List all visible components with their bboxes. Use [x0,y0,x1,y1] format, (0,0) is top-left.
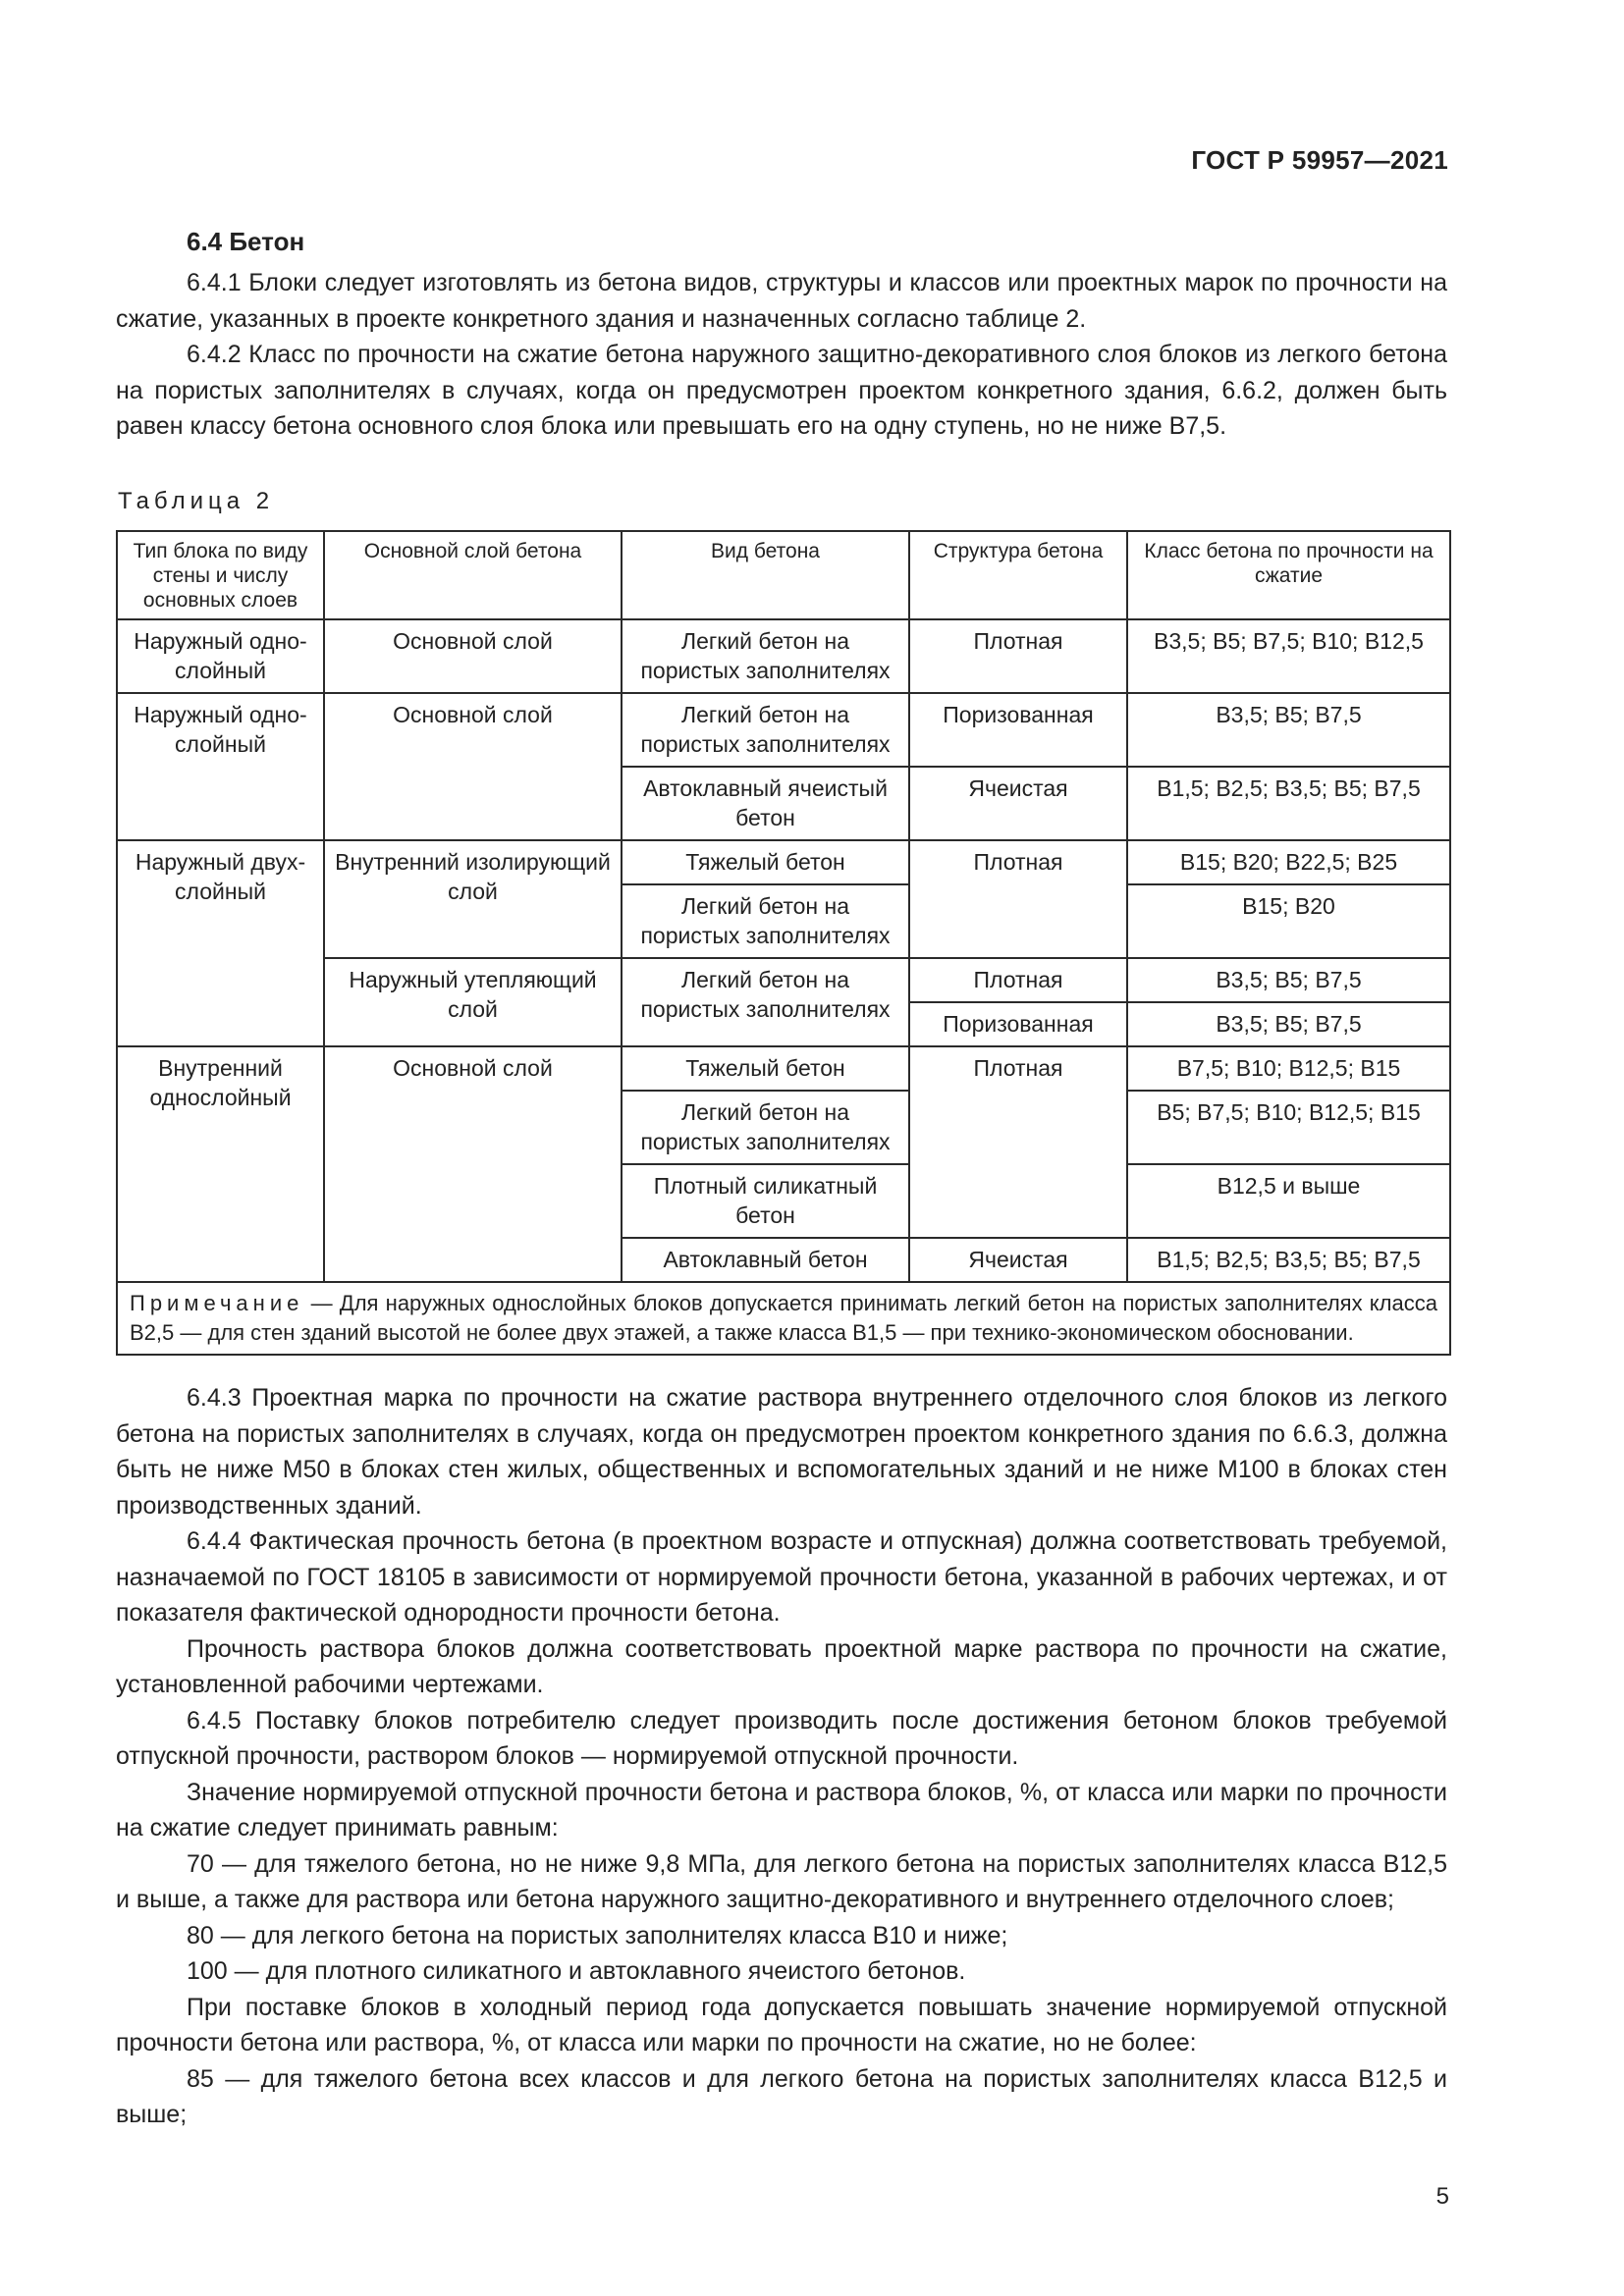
table-cell: Основной слой [324,693,622,840]
list-item: 80 — для легкого бетона на пористых заполнителях класса В10 и ниже; [187,1921,1008,1949]
table-cell: Легкий бетон на пористых заполнителях [622,619,909,693]
table-cell: Плотный силикатный бетон [622,1164,909,1238]
table-cell: Автоклавный ячеистый бетон [622,767,909,840]
paragraph-6-4-5: 6.4.5 Поставку блоков потребителю следует производить после достижения бетоном блоков требуемой отпускной прочности, раствором блоков — нормируемой отпускной прочности. [116,1706,1447,1770]
table-cell: Наружный двух-слойный [117,840,324,1046]
table-cell: В15; В20; В22,5; В25 [1127,840,1450,884]
table-cell: Плотная [909,840,1127,958]
table-cell: Наружный одно-слойный [117,619,324,693]
table-cell: В3,5; В5; В7,5 [1127,1002,1450,1046]
table-cell: В12,5 и выше [1127,1164,1450,1238]
table-cell: В3,5; В5; В7,5 [1127,958,1450,1002]
table-caption: Таблица 2 [118,488,275,514]
table-cell: В15; В20 [1127,884,1450,958]
paragraph: Прочность раствора блоков должна соответствовать проектной марке раствора по прочности на сжатие, установленной рабочими чертежами. [116,1634,1447,1698]
column-header: Структура бетона [909,531,1127,619]
table-cell: Основной слой [324,1046,622,1282]
paragraph-6-4-4: 6.4.4 Фактическая прочность бетона (в проектном возрасте и отпускная) должна соответствовать требуемой, назначаемой по ГОСТ 18105 в зависимости от нормируемой прочности бетона, указанной в рабочих чертежах, и от показателя фактической однородности прочности бетона. [116,1527,1447,1627]
list-item: 100 — для плотного силикатного и автоклавного ячеистого бетонов. [187,1957,966,1985]
paragraph: При поставке блоков в холодный период года допускается повышать значение нормируемой отпускной прочности бетона или раствора, %, от класса или марки по прочности на сжатие, но не более: [116,1993,1447,2056]
table-cell: Внутренний однослойный [117,1046,324,1282]
table-cell: Плотная [909,1046,1127,1238]
section-heading: 6.4 Бетон [187,227,305,256]
table-cell: В5; В7,5; В10; В12,5; В15 [1127,1091,1450,1164]
paragraph-6-4-2: 6.4.2 Класс по прочности на сжатие бетона наружного защитно-декоративного слоя блоков из легкого бетона на пористых заполнителях в случаях, когда он предусмотрен проектом конкретного здания, 6.6.2, должен быть равен классу бетона основного слоя блока или превышать его на одну ступень, но не ниже В7,5. [116,341,1447,440]
table-cell: В7,5; В10; В12,5; В15 [1127,1046,1450,1091]
table-cell: Плотная [909,958,1127,1002]
table-cell: Ячеистая [909,1238,1127,1282]
paragraph-6-4-3: 6.4.3 Проектная марка по прочности на сжатие раствора внутреннего отделочного слоя блоков из легкого бетона на пористых заполнителях в случаях, когда он предусмотрен проектом конкретного здания по 6.6.3, должна быть не ниже М50 в блоках стен жилых, общественных и вспомогательных зданий и не ниже М100 в блоках стен производственных зданий. [116,1384,1447,1520]
column-header: Класс бетона по прочности на сжатие [1127,531,1450,619]
concrete-class-table [116,530,1451,1356]
table-row [117,619,1450,693]
table-row [117,693,1450,767]
list-item: 70 — для тяжелого бетона, но не ниже 9,8 МПа, для легкого бетона на пористых заполнителях класса В12,5 и выше, а также для раствора или бетона наружного защитно-декоративного и внутреннего отделочного слоев; [116,1849,1447,1913]
table-cell: Легкий бетон на пористых заполнителях [622,1091,909,1164]
page-number: 5 [1435,2183,1449,2210]
table-cell: Ячеистая [909,767,1127,840]
list-item: 85 — для тяжелого бетона всех классов и для легкого бетона на пористых заполнителях класса В12,5 и выше; [116,2064,1447,2128]
table-cell: В3,5; В5; В7,5 [1127,693,1450,767]
note-text: — Для наружных однослойных блоков допускается принимать легкий бетон на пористых заполнителях класса В2,5 — для стен зданий высотой не более двух этажей, а также класса В1,5 — при технико-экономическом обосновании. [130,1291,1437,1345]
column-header: Основной слой бетона [324,531,622,619]
table-cell: Легкий бетон на пористых заполнителях [622,693,909,767]
note-label: Примечание [130,1291,304,1315]
table-note [117,1282,1450,1355]
paragraph: Значение нормируемой отпускной прочности бетона и раствора блоков, %, от класса или марки по прочности на сжатие следует принимать равным: [116,1778,1447,1842]
table-note-row [117,1282,1450,1355]
table-row [117,840,1450,884]
paragraph-6-4-1: 6.4.1 Блоки следует изготовлять из бетона видов, структуры и классов или проектных марок по прочности на сжатие, указанных в проекте конкретного здания и назначенных согласно таблице 2. [116,269,1447,333]
table-cell: Наружный утепляющий слой [324,958,622,1046]
table-cell: Поризованная [909,1002,1127,1046]
table-cell: В3,5; В5; В7,5; В10; В12,5 [1127,619,1450,693]
table-cell: Легкий бетон на пористых заполнителях [622,884,909,958]
table-cell: В1,5; В2,5; В3,5; В5; В7,5 [1127,767,1450,840]
intro-text [116,265,1447,445]
body-text [116,1380,1447,2133]
table-cell: Поризованная [909,693,1127,767]
table-cell: Тяжелый бетон [622,840,909,884]
table-header-row [117,531,1450,619]
table-cell: Тяжелый бетон [622,1046,909,1091]
table-cell: Наружный одно-слойный [117,693,324,840]
document-code: ГОСТ Р 59957—2021 [1191,145,1448,175]
column-header: Вид бетона [622,531,909,619]
table-row [117,1046,1450,1091]
table-cell: Внутренний изолирующий слой [324,840,622,958]
column-header: Тип блока по виду стены и числу основных слоев [117,531,324,619]
table-cell: Легкий бетон на пористых заполнителях [622,958,909,1046]
table-cell: Автоклавный бетон [622,1238,909,1282]
table-cell: В1,5; В2,5; В3,5; В5; В7,5 [1127,1238,1450,1282]
table-cell: Основной слой [324,619,622,693]
table-cell: Плотная [909,619,1127,693]
